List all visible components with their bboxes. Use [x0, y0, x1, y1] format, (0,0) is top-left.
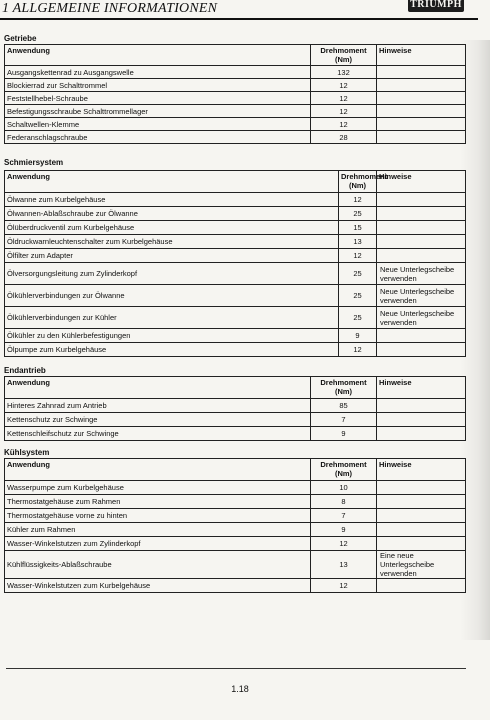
cell-torque: 9: [311, 427, 377, 441]
table-row: [5, 66, 466, 79]
table-row: [5, 427, 466, 441]
table-row: [5, 481, 466, 495]
cell-notes: [377, 329, 466, 343]
table-header-row: [5, 45, 466, 66]
table-row: [5, 92, 466, 105]
table-row: [5, 399, 466, 413]
cell-torque: 12: [311, 92, 377, 105]
column-header-torque: Drehmoment (Nm): [311, 377, 377, 399]
cell-application: Kettenschleifschutz zur Schwinge: [5, 427, 311, 441]
column-header-application: Anwendung: [5, 45, 311, 66]
table-row: [5, 537, 466, 551]
table-schmiersystem: [4, 170, 466, 357]
cell-torque: 7: [311, 413, 377, 427]
cell-application: Ölwannen-Ablaßschraube zur Ölwanne: [5, 207, 339, 221]
cell-notes: [377, 343, 466, 357]
cell-notes: [377, 427, 466, 441]
page-header: [0, 0, 490, 22]
table-row: [5, 221, 466, 235]
cell-notes: [377, 537, 466, 551]
cell-torque: 12: [311, 79, 377, 92]
cell-torque: 12: [339, 343, 377, 357]
cell-torque: 85: [311, 399, 377, 413]
cell-notes: [377, 79, 466, 92]
column-header-torque: Drehmoment (Nm): [339, 171, 377, 193]
cell-torque: 7: [311, 509, 377, 523]
table-row: [5, 79, 466, 92]
cell-notes: [377, 131, 466, 144]
cell-notes: [377, 495, 466, 509]
table-row: [5, 235, 466, 249]
cell-notes: Eine neue Unterlegscheibe verwenden: [377, 551, 466, 579]
cell-notes: [377, 105, 466, 118]
column-header-application: Anwendung: [5, 377, 311, 399]
cell-application: Blockierrad zur Schalttrommel: [5, 79, 311, 92]
table-row: [5, 495, 466, 509]
cell-application: Ölkühler zu den Kühlerbefestigungen: [5, 329, 339, 343]
brand-logo: TRIUMPH: [408, 0, 464, 12]
cell-torque: 12: [311, 105, 377, 118]
cell-notes: [377, 413, 466, 427]
cell-application: Ölfilter zum Adapter: [5, 249, 339, 263]
column-header-notes: Hinweise: [377, 171, 466, 193]
cell-notes: [377, 66, 466, 79]
table-header-row: [5, 459, 466, 481]
table-row: [5, 249, 466, 263]
cell-application: Ölkühlerverbindungen zur Ölwanne: [5, 285, 339, 307]
table-row: [5, 579, 466, 593]
table-row: [5, 131, 466, 144]
column-header-torque: Drehmoment (Nm): [311, 459, 377, 481]
section-heading-getriebe: Getriebe: [4, 34, 37, 43]
table-row: [5, 105, 466, 118]
cell-torque: 132: [311, 66, 377, 79]
cell-notes: [377, 249, 466, 263]
table-getriebe: [4, 44, 466, 144]
cell-torque: 8: [311, 495, 377, 509]
table-header-row: [5, 171, 466, 193]
cell-torque: 13: [339, 235, 377, 249]
column-header-application: Anwendung: [5, 171, 339, 193]
cell-notes: [377, 399, 466, 413]
table-header-row: [5, 377, 466, 399]
cell-torque: 9: [311, 523, 377, 537]
cell-torque: 25: [339, 207, 377, 221]
cell-notes: Neue Unterlegscheibe verwenden: [377, 263, 466, 285]
table-row: [5, 509, 466, 523]
cell-application: Ölversorgungsleitung zum Zylinderkopf: [5, 263, 339, 285]
cell-notes: [377, 235, 466, 249]
table-row: [5, 285, 466, 307]
column-header-notes: Hinweise: [377, 377, 466, 399]
cell-application: Ölwanne zum Kurbelgehäuse: [5, 193, 339, 207]
cell-torque: 12: [311, 118, 377, 131]
table-row: [5, 263, 466, 285]
cell-application: Federanschlagschraube: [5, 131, 311, 144]
cell-torque: 12: [311, 579, 377, 593]
cell-application: Feststellhebel-Schraube: [5, 92, 311, 105]
table-row: [5, 329, 466, 343]
header-rule: [0, 18, 478, 20]
chapter-title: 1 ALLGEMEINE INFORMATIONEN: [2, 1, 218, 16]
cell-notes: Neue Unterlegscheibe verwenden: [377, 307, 466, 329]
cell-notes: [377, 193, 466, 207]
cell-notes: [377, 221, 466, 235]
cell-notes: [377, 579, 466, 593]
cell-torque: 12: [339, 249, 377, 263]
cell-application: Wasserpumpe zum Kurbelgehäuse: [5, 481, 311, 495]
cell-application: Wasser-Winkelstutzen zum Zylinderkopf: [5, 537, 311, 551]
table-row: [5, 413, 466, 427]
cell-application: Ölpumpe zum Kurbelgehäuse: [5, 343, 339, 357]
cell-notes: [377, 523, 466, 537]
cell-application: Thermostatgehäuse vorne zu hinten: [5, 509, 311, 523]
cell-application: Befestigungsschraube Schalttrommellager: [5, 105, 311, 118]
cell-application: Kühler zum Rahmen: [5, 523, 311, 537]
footer-rule: [6, 668, 466, 669]
table-kuehlsystem: [4, 458, 466, 593]
cell-torque: 25: [339, 285, 377, 307]
cell-torque: 9: [339, 329, 377, 343]
cell-torque: 13: [311, 551, 377, 579]
cell-torque: 12: [339, 193, 377, 207]
cell-application: Kettenschutz zur Schwinge: [5, 413, 311, 427]
table-row: [5, 118, 466, 131]
cell-application: Wasser-Winkelstutzen zum Kurbelgehäuse: [5, 579, 311, 593]
cell-application: Ölkühlerverbindungen zur Kühler: [5, 307, 339, 329]
table-row: [5, 193, 466, 207]
cell-torque: 25: [339, 307, 377, 329]
cell-torque: 12: [311, 537, 377, 551]
column-header-application: Anwendung: [5, 459, 311, 481]
column-header-notes: Hinweise: [377, 45, 466, 66]
cell-torque: 28: [311, 131, 377, 144]
cell-notes: [377, 118, 466, 131]
cell-torque: 15: [339, 221, 377, 235]
cell-application: Ölüberdruckventil zum Kurbelgehäuse: [5, 221, 339, 235]
cell-application: Öldruckwarnleuchtenschalter zum Kurbelgehäuse: [5, 235, 339, 249]
cell-application: Thermostatgehäuse zum Rahmen: [5, 495, 311, 509]
table-row: [5, 523, 466, 537]
column-header-notes: Hinweise: [377, 459, 466, 481]
cell-torque: 25: [339, 263, 377, 285]
table-row: [5, 307, 466, 329]
cell-notes: [377, 509, 466, 523]
table-endantrieb: [4, 376, 466, 441]
cell-torque: 10: [311, 481, 377, 495]
cell-application: Schaltwellen-Klemme: [5, 118, 311, 131]
cell-notes: [377, 207, 466, 221]
column-header-torque: Drehmoment (Nm): [311, 45, 377, 66]
page-number: 1.18: [231, 684, 249, 694]
section-heading-kuehlsystem: Kühlsystem: [4, 448, 50, 457]
cell-notes: Neue Unterlegscheibe verwenden: [377, 285, 466, 307]
table-row: [5, 551, 466, 579]
section-heading-endantrieb: Endantrieb: [4, 366, 46, 375]
section-heading-schmiersystem: Schmiersystem: [4, 158, 64, 167]
cell-notes: [377, 481, 466, 495]
cell-application: Ausgangskettenrad zu Ausgangswelle: [5, 66, 311, 79]
table-row: [5, 207, 466, 221]
cell-application: Hinteres Zahnrad zum Antrieb: [5, 399, 311, 413]
cell-application: Kühlflüssigkeits-Ablaßschraube: [5, 551, 311, 579]
cell-notes: [377, 92, 466, 105]
table-row: [5, 343, 466, 357]
